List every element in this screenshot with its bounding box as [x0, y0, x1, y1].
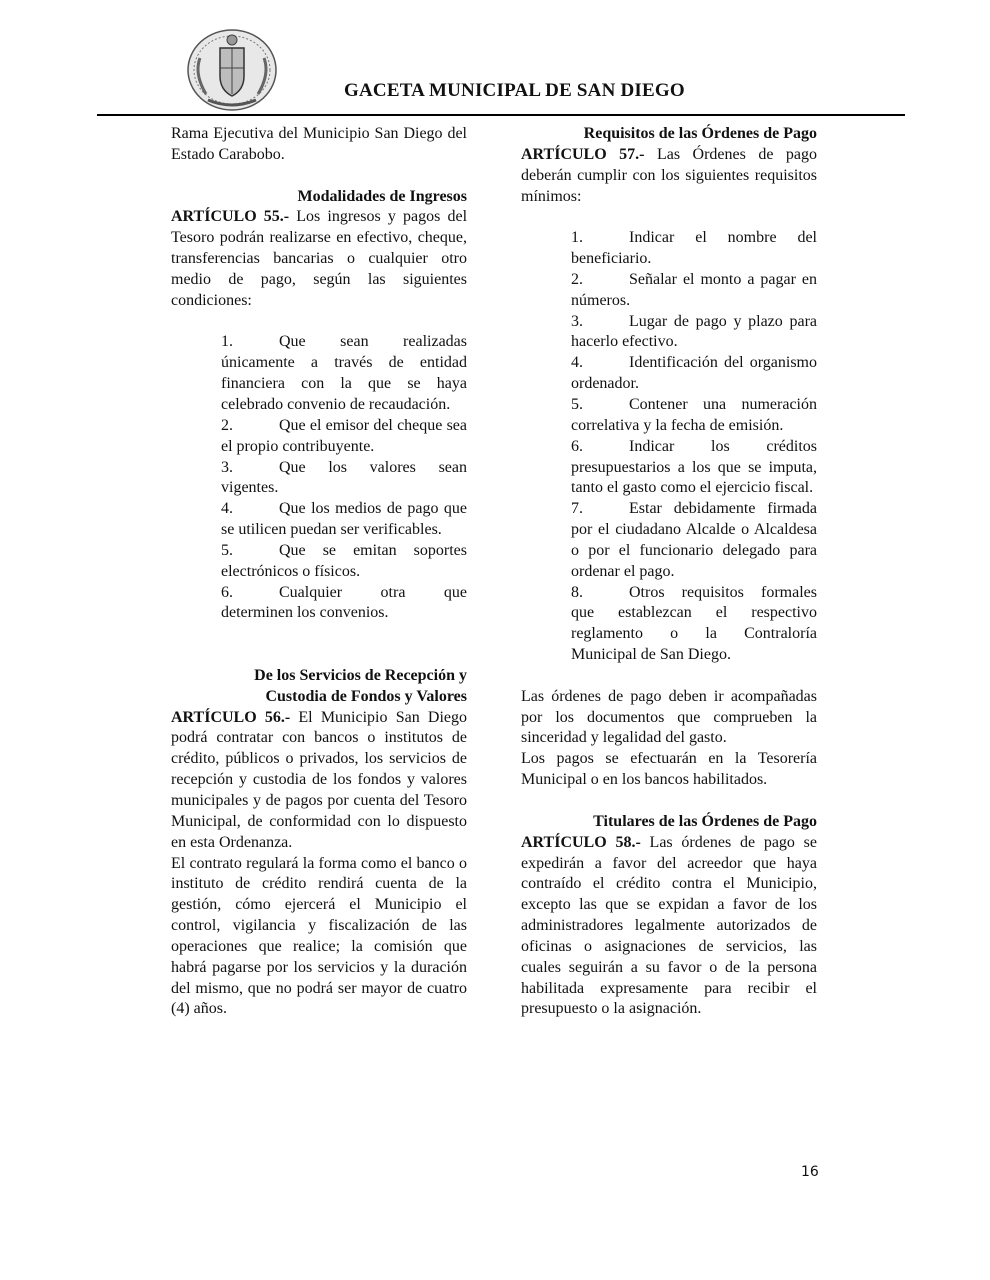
right-column: [521, 124, 817, 1020]
list-item: 1. Indicar el nombre del beneficiario.: [571, 229, 817, 268]
list-item: 5. Que se emitan soportes electrónicos o físicos.: [221, 541, 467, 580]
art58-heading: Titulares de las Órdenes de Pago: [593, 812, 817, 830]
page-number: 16: [801, 1164, 819, 1180]
art58-body: [521, 833, 817, 1021]
art55-conditions-list: [171, 332, 467, 624]
art57-body: [521, 145, 817, 208]
list-item: 3. Lugar de pago y plazo para hacerlo efectivo.: [571, 312, 817, 351]
art56-text: El Municipio San Diego podrá contratar con bancos o institutos de crédito, públicos o privados, los servicios de recepción y custodia de los fondos y valores municipales y de pagos por cuenta del Tesoro Municipal, de conformidad con lo dispuesto en esta Ordenanza.: [171, 708, 467, 851]
list-item: 1. Que sean realizadas únicamente a través de entidad financiera con la que se haya celebrado convenio de recaudación.: [221, 333, 467, 413]
list-item: 3. Que los valores sean vigentes.: [221, 458, 467, 497]
art55-body: [171, 207, 467, 311]
art57-paragraph2: Las órdenes de pago deben ir acompañadas por los documentos que comprueben la sinceridad y legalidad del gasto.: [521, 687, 817, 747]
art56-body: [171, 708, 467, 854]
gazette-title: GACETA MUNICIPAL DE SAN DIEGO: [344, 80, 685, 101]
art57-label: ARTÍCULO 57.-: [521, 145, 645, 163]
list-item: 4. Que los medios de pago que se utilicen puedan ser verificables.: [221, 500, 467, 539]
art55-label: ARTÍCULO 55.-: [171, 208, 290, 226]
left-column: [171, 124, 467, 1020]
list-item: 5. Contener una numeración correlativa y la fecha de emisión.: [571, 395, 817, 434]
list-item: 2. Señalar el monto a pagar en números.: [571, 270, 817, 309]
list-item: 2. Que el emisor del cheque sea el propio contribuyente.: [221, 416, 467, 455]
art57-heading: Requisitos de las Órdenes de Pago: [583, 125, 817, 142]
art57-paragraph3: Los pagos se efectuarán en la Tesorería Municipal o en los bancos habilitados.: [521, 750, 817, 789]
art56-paragraph2: El contrato regulará la forma como el banco o instituto de crédito rendirá cuenta de la gestión, cómo ejercerá el Municipio el control, vigilancia y fiscalización de las operaciones que realice; la comisión que habrá pagarse por los servicios y la duración del mismo, que no podrá ser mayor de cuatro (4) años.: [171, 854, 467, 1018]
list-item: 6. Cualquier otra que determinen los convenios.: [221, 583, 467, 622]
header-divider: [97, 114, 905, 116]
art58-text: Las órdenes de pago se expedirán a favor del acreedor que haya contraído el crédito contra el Municipio, excepto las que se expidan a favor de los administradores legalmente autorizados de oficinas o asignaciones de servicios, las cuales seguirán a su favor o de la persona habilitada expresamente para recibir el presupuesto o la asignación.: [521, 833, 818, 1018]
art57-text: Las Órdenes de pago deberán cumplir con los siguientes requisitos mínimos:: [521, 145, 818, 205]
art56-heading-line2: Custodia de Fondos y Valores: [265, 687, 467, 705]
art55-text: Los ingresos y pagos del Tesoro podrán realizarse en efectivo, cheque, transferencias bancarias o cualquier otro medio de pago, según las siguientes condiciones:: [171, 208, 468, 309]
intro-paragraph: Rama Ejecutiva del Municipio San Diego del Estado Carabobo.: [171, 125, 467, 163]
municipal-coat-of-arms-icon: [186, 28, 278, 112]
art57-requirements-list: [521, 228, 817, 666]
list-item: 6. Indicar los créditos presupuestarios a los que se imputa, tanto el gasto como el ejercicio fiscal.: [571, 437, 817, 497]
list-item: 8. Otros requisitos formales que establezcan el respectivo reglamento o la Contraloría Municipal de San Diego.: [571, 583, 817, 664]
art55-heading: Modalidades de Ingresos: [297, 187, 467, 205]
art56-label: ARTÍCULO 56.-: [171, 708, 291, 726]
list-item: 4. Identificación del organismo ordenador.: [571, 354, 817, 393]
list-item: 7. Estar debidamente firmada por el ciudadano Alcalde o Alcaldesa o por el funcionario delegado para ordenar el pago.: [571, 500, 817, 580]
art58-label: ARTÍCULO 58.-: [521, 833, 641, 851]
art56-heading-line1: De los Servicios de Recepción y: [254, 666, 467, 684]
